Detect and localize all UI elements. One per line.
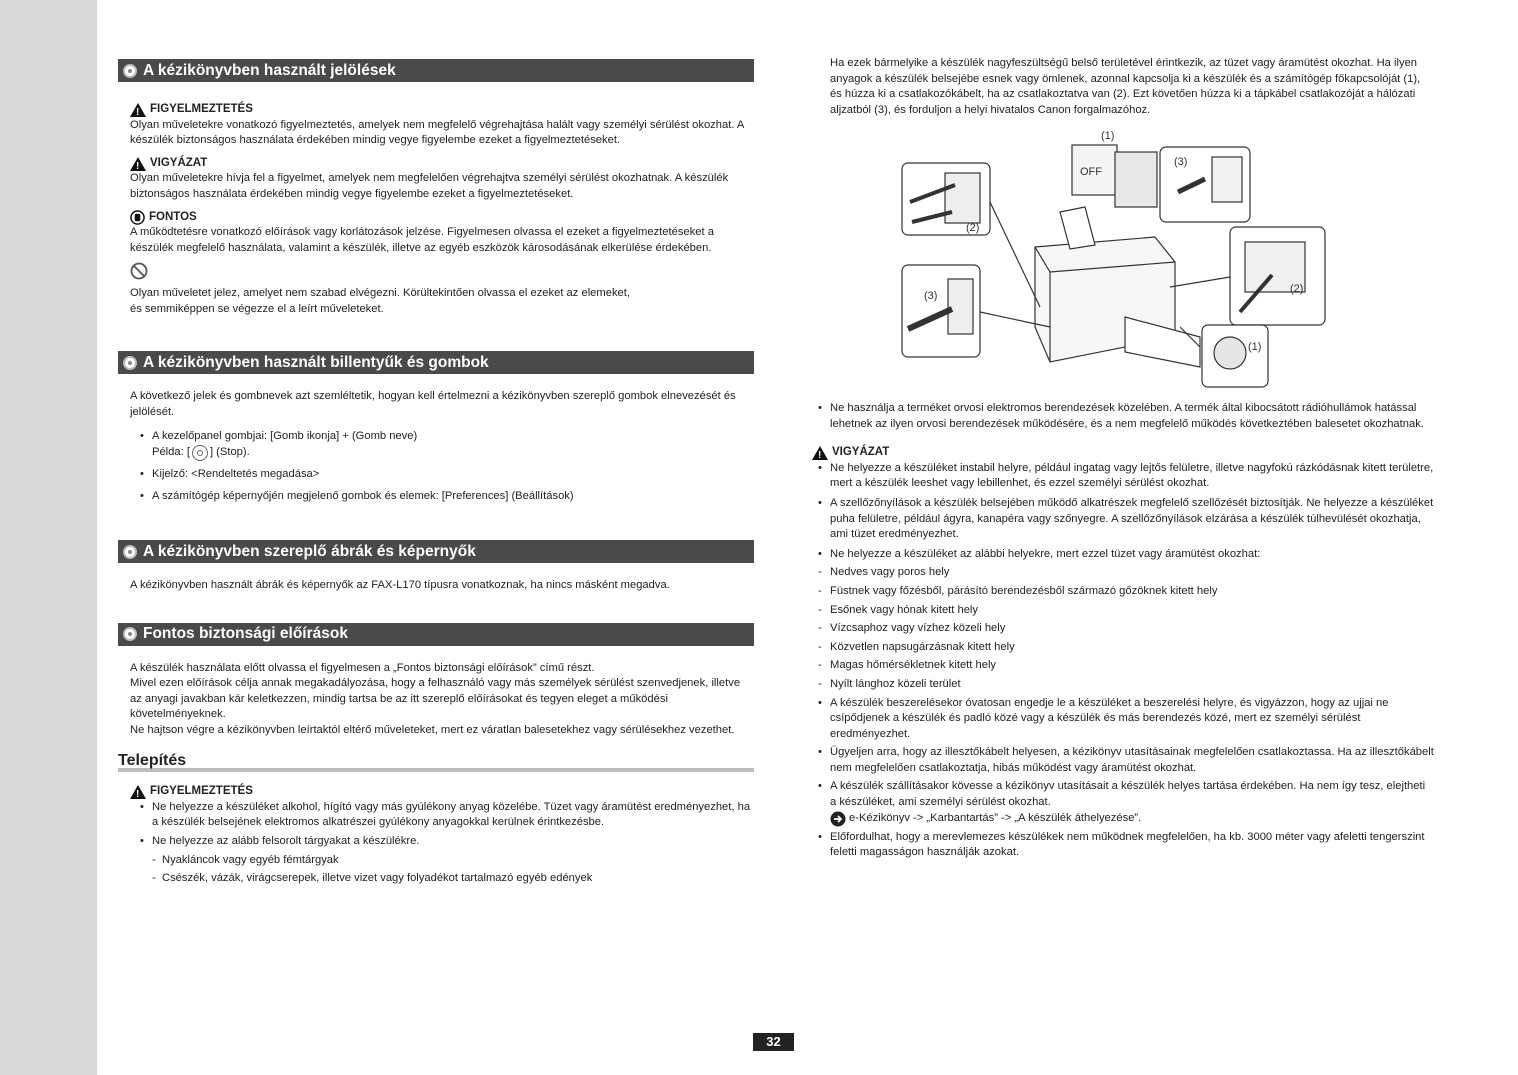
hand-stop-icon [130, 210, 145, 225]
important-text: A működtetésre vonatkozó előírások vagy korlátozások jelzése. Figyelmesen olvassa el ezeket a figyelmeztetéseket a készülék megfelelő használata, valamint a készülék, illetve az egyéb eszközök károsodásának elkerülése érdekében. [130, 226, 714, 254]
fax-disconnect-illustration [900, 127, 1330, 389]
list-item: • A készülék beszerelésekor óvatosan engedje le a készüléket a beszerelési helyre, és vigyázzon, hogy az ujjai ne csípődjenek a készülék és padló közé vagy a készülék és más berendezés közé, mert ez személyi sérülést eredményezhet. [818, 696, 1434, 743]
dash-item: - Esőnek vagy hónak kitett hely [818, 603, 1434, 619]
list-item: • Kijelző: <Rendeltetés megadása> [140, 467, 754, 483]
keys-intro: A következő jelek és gombnevek azt szemléltetik, hogyan kell értelmezni a kézikönyvben szereplő gombok elnevezését és jelölését. [130, 390, 736, 418]
list-item: • A szellőzőnyílások a készülék belsejében működő alkatrészek megfelelő szellőzését biztosítják. Ne helyezze a készüléket puha felületre, például ágyra, kanapéra vagy szőnyegre. A szellőzőnyílások elzárása a készülék túlhevülését okozhatja, ami tüzet eredményezhet. [818, 496, 1434, 543]
list-item: • Előfordulhat, hogy a merevlemezes készülékek nem működnek megfelelően, ha kb. 3000 méter vagy afeletti tengerszint feletti magasságon használják azokat. [818, 830, 1434, 861]
dash-item: - Nyílt lánghoz közeli terület [818, 677, 1434, 693]
warning-triangle-icon [130, 103, 146, 117]
safety-p2: Mivel ezen előírások célja annak megakadályozása, hogy a felhasználó vagy más személyek sérülést szenvedjenek, illetve az anyagi javakban kár keletkezzen, mindig tartsa be az itt szereplő előírásokat és tegyen eleget a működési követelményeknek. [130, 677, 741, 721]
label-3-left: (3) [924, 290, 938, 302]
list-item: • Ne használja a terméket orvosi elektromos berendezések közelében. A termék által kibocsátott rádióhullámok hatással lehetnek az ilyen orvosi berendezések működésére, és a nem megfelelő működés következtében balesetet okozhatnak. [818, 401, 1434, 432]
prohibited-text-line1: Olyan műveletet jelez, amelyet nem szabad elvégezni. Körültekintően olvassa el ezeket az elemeket, [130, 286, 630, 299]
dash-item: - Magas hőmérsékletnek kitett hely [818, 658, 1434, 674]
safety-p1: A készülék használata előtt olvassa el figyelmesen a „Fontos biztonsági előírások” című részt. [130, 661, 595, 674]
page-gutter [0, 0, 97, 1075]
label-1-top: (1) [1101, 130, 1115, 142]
label-1-right: (1) [1248, 341, 1262, 353]
bullet-circle-icon [123, 545, 137, 559]
bullet-circle-icon [123, 627, 137, 641]
list-item: • A kezelőpanel gombjai: [Gomb ikonja] + (Gomb neve) Példa: [ ] (Stop). [140, 429, 754, 461]
install-warning-label: ! FIGYELMEZTETÉS [130, 784, 754, 800]
computer-tower-icon [1115, 152, 1157, 207]
warning-triangle-icon [130, 785, 146, 799]
label-2-right: (2) [1290, 283, 1304, 295]
list-item: • Ügyeljen arra, hogy az illesztőkábelt helyesen, a kézikönyv utasításainak megfelelően csatlakoztassa. Ha az illesztőkábelt nem megfelelően csatlakoztatja, hibás működést vagy áramütést okozhat. [818, 745, 1434, 776]
list-item: • Ne helyezze a készüléket alkohol, hígító vagy más gyúlékony anyag közelébe. Tüzet vagy áramütést eredményezhet, ha a készülék belsejének elektromos alkatrészei gyúlékony anyagokkal kerülnek érintkezésbe. [140, 800, 754, 831]
section-header-figures: A kézikönyvben szereplő ábrák és képernyők [118, 540, 754, 563]
dash-item: - Nyakláncok vagy egyéb fémtárgyak [152, 853, 754, 869]
prohibited-icon [130, 262, 148, 280]
dash-item: - Vízcsaphoz vagy vízhez közeli hely [818, 621, 1434, 637]
list-item: • Ne helyezze a készüléket az alábbi helyekre, mert ezzel tüzet vagy áramütést okozhat: [818, 547, 1434, 563]
caution-text: Olyan műveletekre hívja fel a figyelmet, amelyek nem megfelelően végrehajtva személyi sérülést okozhatnak. A készülék biztonságos használata érdekében mindig vegye figyelembe ezeket a figyelmeztetéseket. [130, 172, 729, 200]
list-item: • Ne helyezze az alább felsorolt tárgyakat a készülékre. [140, 834, 754, 850]
power-button-icon [1214, 337, 1246, 369]
paper-tray [1060, 207, 1095, 249]
warning-label: ! FIGYELMEZTETÉS [130, 102, 754, 118]
install-heading: Telepítés [118, 753, 754, 773]
right-lower-column [818, 401, 1434, 861]
list-item: • Ne helyezze a készüléket instabil helyre, például ingatag vagy lejtős felületre, illetve nagyfokú rázkódásnak kitett területre, mert a készülék leeshet vagy lebillenhet, és ezzel személyi sérülést okozhat. [818, 461, 1434, 492]
important-label: FONTOS [130, 210, 754, 226]
stop-button-icon [192, 445, 208, 461]
caution-label: ! VIGYÁZAT [130, 156, 754, 172]
caution-triangle-icon [812, 446, 828, 460]
section-header-notation: A kézikönyvben használt jelölések [118, 59, 754, 82]
page-number: 32 [753, 1033, 794, 1051]
section-header-keys: A kézikönyvben használt billentyűk és gombok [118, 351, 754, 374]
dash-item: - Csészék, vázák, virágcserepek, illetve vizet vagy folyadékot tartalmazó egyéb edények [152, 871, 754, 887]
label-2-left: (2) [966, 222, 980, 234]
bullet-circle-icon [123, 356, 137, 370]
bullet-circle-icon [123, 64, 137, 78]
figures-text: A kézikönyvben használt ábrák és képernyők az FAX-L170 típusra vonatkoznak, ha nincs másként megadva. [130, 579, 670, 592]
manual-reference-link[interactable]: e-Kézikönyv -> „Karbantartás” -> „A készülék áthelyezése”. [849, 811, 1142, 824]
section-header-safety: Fontos biztonsági előírások [118, 623, 754, 646]
warning-text: Olyan műveletekre vonatkozó figyelmeztetés, amelyek nem megfelelő végrehajtása halált vagy személyi sérülést okozhat. A készülék biztonságos használata érdekében mindig vegye figyelembe ezeket a figyelmeztetéseket. [130, 118, 744, 147]
list-item: • A számítógép képernyőjén megjelenő gombok és elemek: [Preferences] (Beállítások) [140, 489, 754, 505]
safety-p3: Ne hajtson végre a kézikönyvben leírtaktól eltérő műveleteket, mert ez váratlan balesetekhez vagy sérülésekhez vezethet. [130, 724, 735, 737]
label-3-top: (3) [1174, 156, 1188, 168]
dash-item: - Közvetlen napsugárzásnak kitett hely [818, 640, 1434, 656]
right-caution-label: ! VIGYÁZAT [812, 445, 1434, 461]
dash-item: - Füstnek vagy főzésből, párásító berendezésből származó gőzöknek kitett hely [818, 584, 1434, 600]
list-item: • A készülék szállításakor kövesse a kézikönyv utasításait a készülék helyes tartása érdekében. Ha nem így tesz, elejtheti a készüléket, ami személyi sérülést okozhat. e-Kézikönyv -> „Karbantartás” -> „A készülék áthelyezése”. [818, 779, 1434, 826]
right-column [818, 56, 1434, 118]
left-column [118, 59, 754, 887]
reference-arrow-icon [830, 811, 846, 827]
caution-triangle-icon [130, 157, 146, 171]
off-label: OFF [1080, 166, 1102, 178]
prohibited-text-line2: és semmiképpen se végezze el a leírt műveleteket. [130, 302, 384, 315]
dash-item: - Nedves vagy poros hely [818, 565, 1434, 581]
right-intro: Ha ezek bármelyike a készülék nagyfeszültségű belső területével érintkezik, az tüzet vagy áramütést okozhat. Ha ilyen anyagok a készülék belsejébe esnek vagy ömlenek, azonnal kapcsolja ki a készülék és a számítógép főkapcsolóját (1), és húzza ki a csatlakozókábelt, ha az csatlakoztatva van (2). Ezt követően húzza ki a tápkábel csatlakozóját a hálózati aljzatból (3), és forduljon a helyi hivatalos Canon forgalmazóhoz. [830, 57, 1421, 116]
